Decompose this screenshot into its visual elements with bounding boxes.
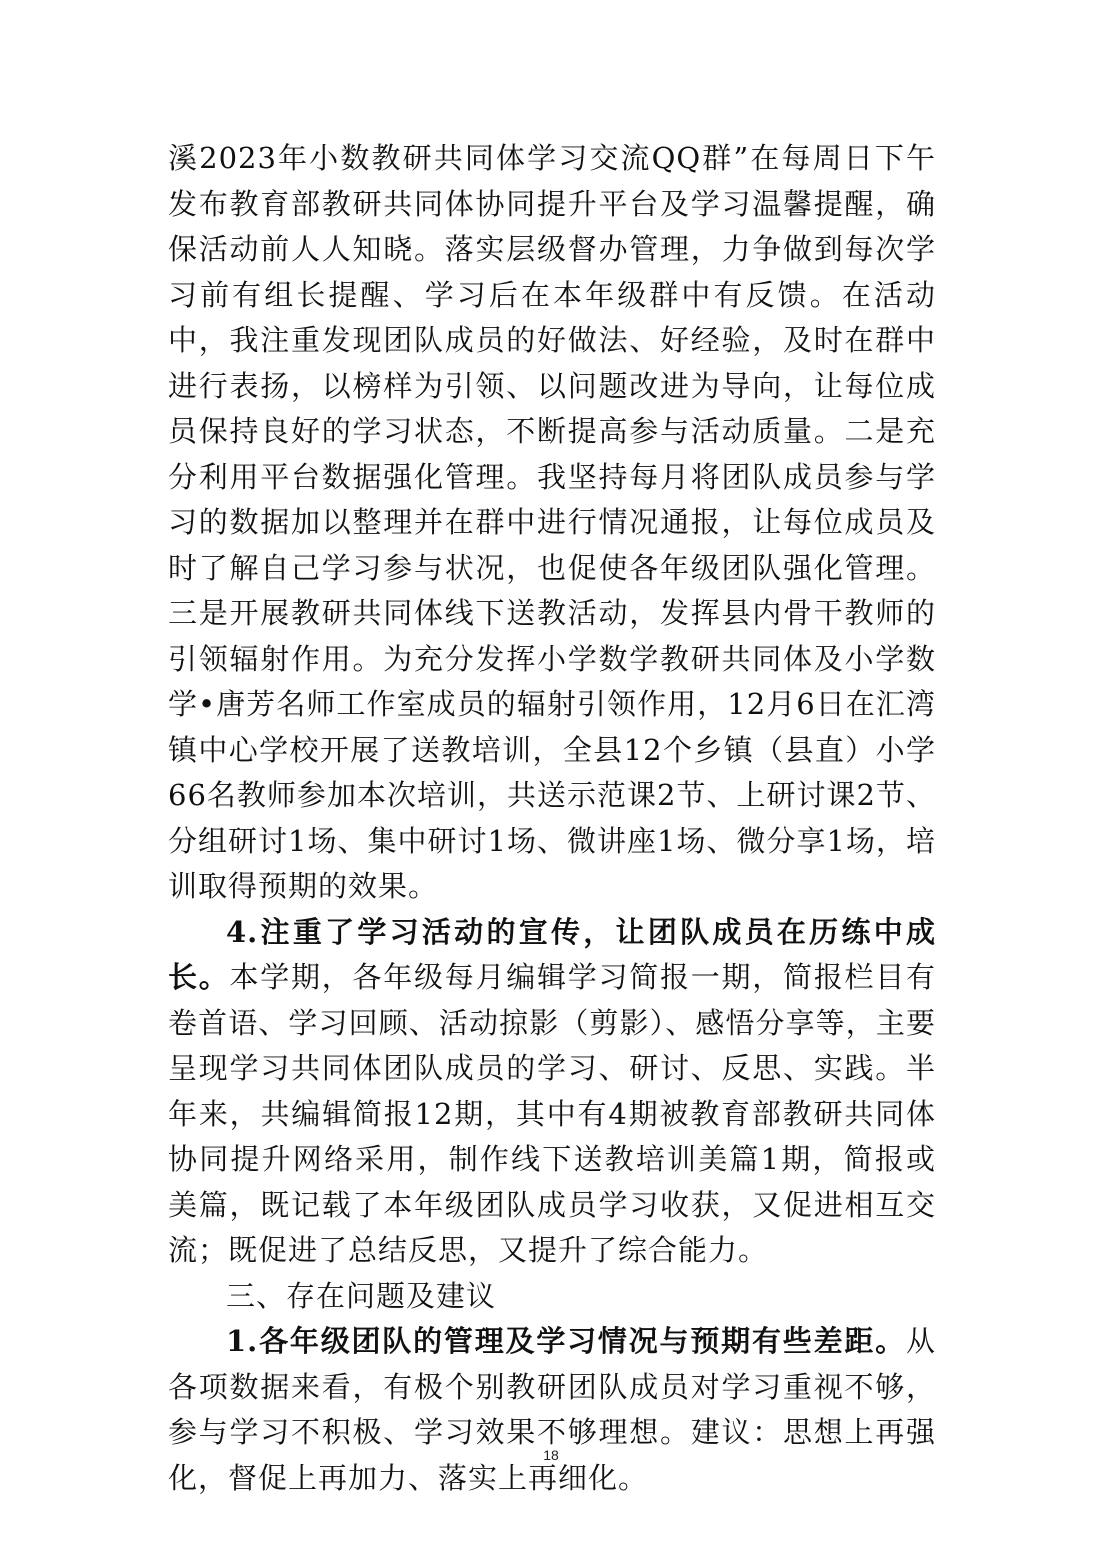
document-body [168,136,936,1501]
page-number: 18 [543,1447,559,1463]
paragraph-problems [168,1319,936,1501]
paragraph-lead-bold: 1.各年级团队的管理及学习情况与预期有些差距。 [226,1324,906,1358]
paragraph-body: 从各项数据来看，有极个别教研团队成员对学习重视不够，参与学习不积极、学习效果不够理想。建议：思想上再强化，督促上再加力、落实上再细化。 [168,1324,936,1495]
paragraph-lead-bold: 4.注重了学习活动的宣传，让团队成员在历练中成长。 [168,914,936,994]
paragraph-body: 本学期，各年级每月编辑学习简报一期，简报栏目有卷首语、学习回顾、活动掠影（剪影）、感悟分享等，主要呈现学习共同体团队成员的学习、研讨、反思、实践。半年来，共编辑简报12期，其中有4期被教育部教研共同体协同提升网络采用，制作线下送教培训美篇1期，简报或美篇，既记载了本年级团队成员学习收获，又促进相互交流；既促进了总结反思，又提升了综合能力。 [168,960,936,1267]
paragraph-continued: 溪2023年小数教研共同体学习交流QQ群”在每周日下午发布教育部教研共同体协同提升平台及学习温馨提醒，确保活动前人人知晓。落实层级督办管理，力争做到每次学习前有组长提醒、学习后在本年级群中有反馈。在活动中，我注重发现团队成员的好做法、好经验，及时在群中进行表扬，以榜样为引领、以问题改进为导向，让每位成员保持良好的学习状态，不断提高参与活动质量。二是充分利用平台数据强化管理。我坚持每月将团队成员参与学习的数据加以整理并在群中进行情况通报，让每位成员及时了解自己学习参与状况，也促使各年级团队强化管理。三是开展教研共同体线下送教活动，发挥县内骨干教师的引领辐射作用。为充分发挥小学数学教研共同体及小学数学•唐芳名师工作室成员的辐射引领作用，12月6日在汇湾镇中心学校开展了送教培训，全县12个乡镇（县直）小学66名教师参加本次培训，共送示范课2节、上研讨课2节、分组研讨1场、集中研讨1场、微讲座1场、微分享1场，培训取得预期的效果。 [168,141,936,903]
section-heading: 三、存在问题及建议 [226,1278,497,1313]
paragraph-publicity [168,910,936,1274]
